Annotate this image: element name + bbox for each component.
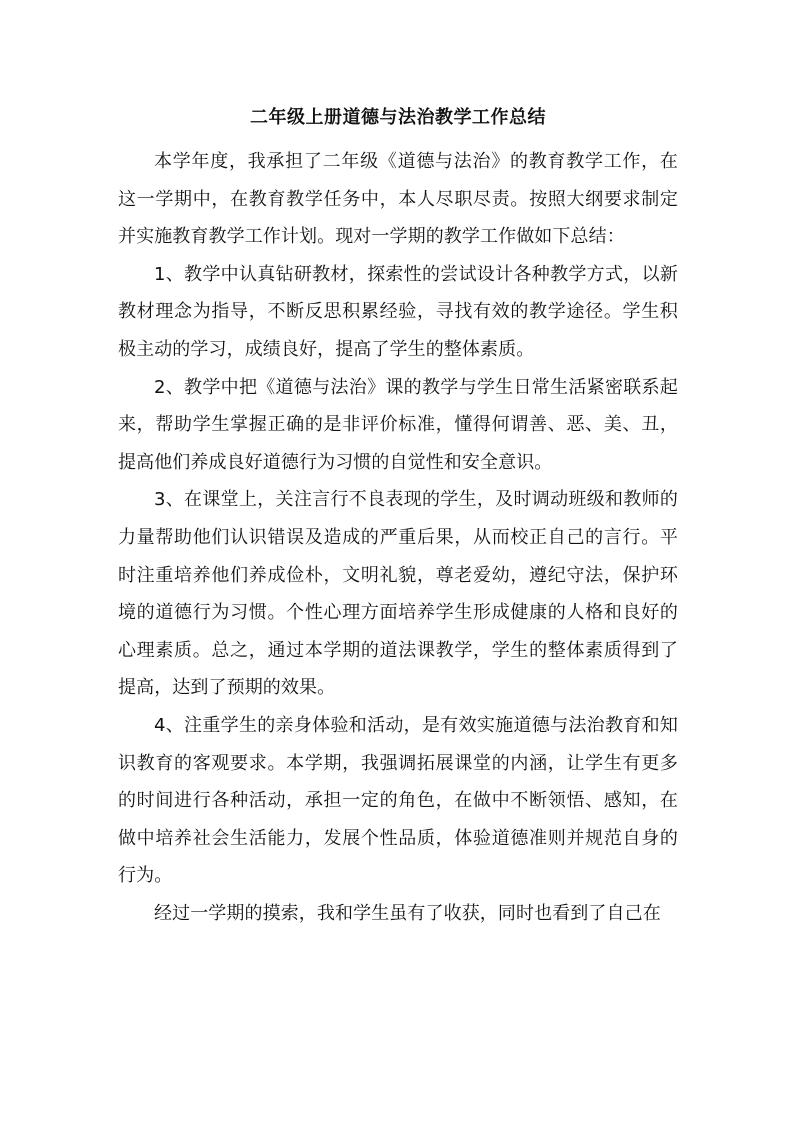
- paragraph-point-4: 4、注重学生的亲身体验和活动，是有效实施道德与法治教育和知识教育的客观要求。本学期，我强调拓展课堂的内涵，让学生有更多的时间进行各种活动，承担一定的角色，在做中不断领悟、感知，在做中培养社会生活能力，发展个性品质，体验道德准则并规范自身的行为。: [118, 714, 678, 887]
- document-body: [118, 101, 678, 932]
- page-title: 二年级上册道德与法治教学工作总结: [250, 107, 546, 128]
- paragraph-intro: 本学年度，我承担了二年级《道德与法治》的教育教学工作，在这一学期中，在教育教学任务中，本人尽职尽责。按照大纲要求制定并实施教育教学工作计划。现对一学期的教学工作做如下总结：: [118, 151, 678, 248]
- paragraph-point-1: 1、教学中认真钻研教材，探索性的尝试设计各种教学方式，以新教材理念为指导，不断反思积累经验，寻找有效的教学途径。学生积极主动的学习，成绩良好，提高了学生的整体素质。: [118, 263, 678, 360]
- paragraph-point-3: 3、在课堂上，关注言行不良表现的学生，及时调动班级和教师的力量帮助他们认识错误及造成的严重后果，从而校正自己的言行。平时注重培养他们养成俭朴，文明礼貌，尊老爱幼，遵纪守法，保护环境的道德行为习惯。个性心理方面培养学生形成健康的人格和良好的心理素质。总之，通过本学期的道法课教学，学生的整体素质得到了提高，达到了预期的效果。: [118, 489, 678, 699]
- paragraph-point-2: 2、教学中把《道德与法治》课的教学与学生日常生活紧密联系起来，帮助学生掌握正确的是非评价标准，懂得何谓善、恶、美、丑，提高他们养成良好道德行为习惯的自觉性和安全意识。: [118, 376, 678, 473]
- paragraph-conclusion: 经过一学期的摸索，我和学生虽有了收获，同时也看到了自己在: [154, 902, 661, 924]
